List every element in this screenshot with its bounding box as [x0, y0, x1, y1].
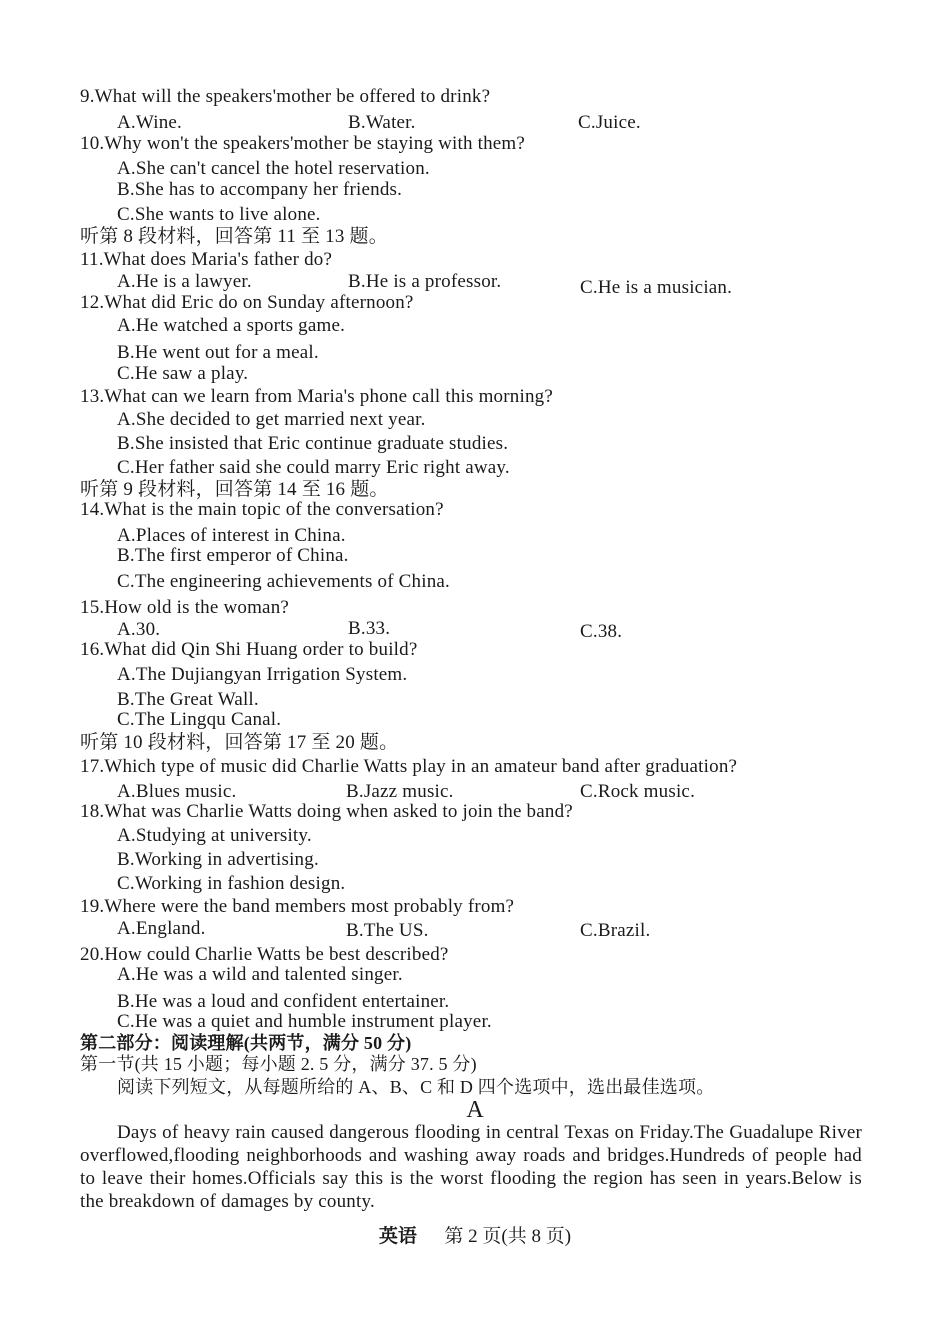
- section-1-heading: 第一节(共 15 小题；每小题 2. 5 分，满分 37. 5 分): [80, 1054, 477, 1074]
- q18-stem: 18.What was Charlie Watts doing when asked to join the band?: [80, 801, 573, 822]
- q20-stem: 20.How could Charlie Watts be best described?: [80, 944, 449, 965]
- q20-option-b: B.He was a loud and confident entertainer.: [117, 991, 450, 1012]
- q11-option-b: B.He is a professor.: [348, 271, 502, 292]
- q16-option-a: A.The Dujiangyan Irrigation System.: [117, 664, 408, 685]
- q19-option-a: A.England.: [117, 918, 206, 939]
- q16-option-b: B.The Great Wall.: [117, 689, 259, 710]
- passage-text: Days of heavy rain caused dangerous flooding in central Texas on Friday.The Guadalupe River overflowed,flooding neighborhoods and washing away roads and bridges.Hundreds of people had to leave their homes.Officials say this is the worst flooding the region has seen in years.Below is the breakdown of damages by county.: [80, 1122, 862, 1212]
- q9-option-a: A.Wine.: [117, 112, 183, 133]
- q17-option-b: B.Jazz music.: [346, 781, 454, 802]
- section-9-instruction: 听第 9 段材料，回答第 14 至 16 题。: [80, 479, 389, 500]
- part-2-title: 第二部分：阅读理解(共两节，满分 50 分): [80, 1033, 412, 1053]
- q10-option-c: C.She wants to live alone.: [117, 204, 321, 225]
- q12-option-a: A.He watched a sports game.: [117, 315, 346, 336]
- passage-letter: A: [466, 1097, 484, 1123]
- q12-option-b: B.He went out for a meal.: [117, 342, 319, 363]
- q15-option-c: C.38.: [580, 621, 623, 642]
- q15-stem: 15.How old is the woman?: [80, 597, 290, 618]
- q14-stem: 14.What is the main topic of the conversation?: [80, 499, 444, 520]
- q17-stem: 17.Which type of music did Charlie Watts play in an amateur band after graduation?: [80, 756, 738, 777]
- q10-option-b: B.She has to accompany her friends.: [117, 179, 403, 200]
- q11-option-a: A.He is a lawyer.: [117, 271, 252, 292]
- section-10-instruction: 听第 10 段材料，回答第 17 至 20 题。: [80, 732, 399, 753]
- q10-stem: 10.Why won't the speakers'mother be staying with them?: [80, 133, 526, 154]
- q17-option-c: C.Rock music.: [580, 781, 696, 802]
- q12-option-c: C.He saw a play.: [117, 363, 249, 384]
- footer-subject: 英语: [378, 1226, 417, 1247]
- q19-option-b: B.The US.: [346, 920, 429, 941]
- reading-instruction: 阅读下列短文，从每题所给的 A、B、C 和 D 四个选项中，选出最佳选项。: [117, 1077, 715, 1097]
- q18-option-c: C.Working in fashion design.: [117, 873, 346, 894]
- q17-option-a: A.Blues music.: [117, 781, 237, 802]
- q16-option-c: C.The Lingqu Canal.: [117, 709, 282, 730]
- q14-option-c: C.The engineering achievements of China.: [117, 571, 451, 592]
- q13-option-c: C.Her father said she could marry Eric right away.: [117, 457, 510, 478]
- q15-option-b: B.33.: [348, 618, 391, 639]
- q19-stem: 19.Where were the band members most probably from?: [80, 896, 515, 917]
- q19-option-c: C.Brazil.: [580, 920, 651, 941]
- q14-option-b: B.The first emperor of China.: [117, 545, 349, 566]
- page-footer: [0, 1225, 950, 1249]
- q16-stem: 16.What did Qin Shi Huang order to build?: [80, 639, 418, 660]
- q13-option-b: B.She insisted that Eric continue graduate studies.: [117, 433, 509, 454]
- q9-option-b: B.Water.: [348, 112, 416, 133]
- q20-option-a: A.He was a wild and talented singer.: [117, 964, 403, 985]
- q12-stem: 12.What did Eric do on Sunday afternoon?: [80, 292, 414, 313]
- q18-option-a: A.Studying at university.: [117, 825, 312, 846]
- q10-option-a: A.She can't cancel the hotel reservation.: [117, 158, 430, 179]
- q11-option-c: C.He is a musician.: [580, 277, 733, 298]
- q13-stem: 13.What can we learn from Maria's phone call this morning?: [80, 386, 553, 407]
- q15-option-a: A.30.: [117, 619, 161, 640]
- q9-stem: 9.What will the speakers'mother be offered to drink?: [80, 86, 491, 107]
- q13-option-a: A.She decided to get married next year.: [117, 409, 426, 430]
- q20-option-c: C.He was a quiet and humble instrument player.: [117, 1011, 492, 1032]
- section-8-instruction: 听第 8 段材料，回答第 11 至 13 题。: [80, 226, 388, 247]
- q14-option-a: A.Places of interest in China.: [117, 525, 346, 546]
- q18-option-b: B.Working in advertising.: [117, 849, 319, 870]
- footer-page-info: 第 2 页(共 8 页): [444, 1226, 572, 1247]
- q9-option-c: C.Juice.: [578, 112, 641, 133]
- q11-stem: 11.What does Maria's father do?: [80, 249, 333, 270]
